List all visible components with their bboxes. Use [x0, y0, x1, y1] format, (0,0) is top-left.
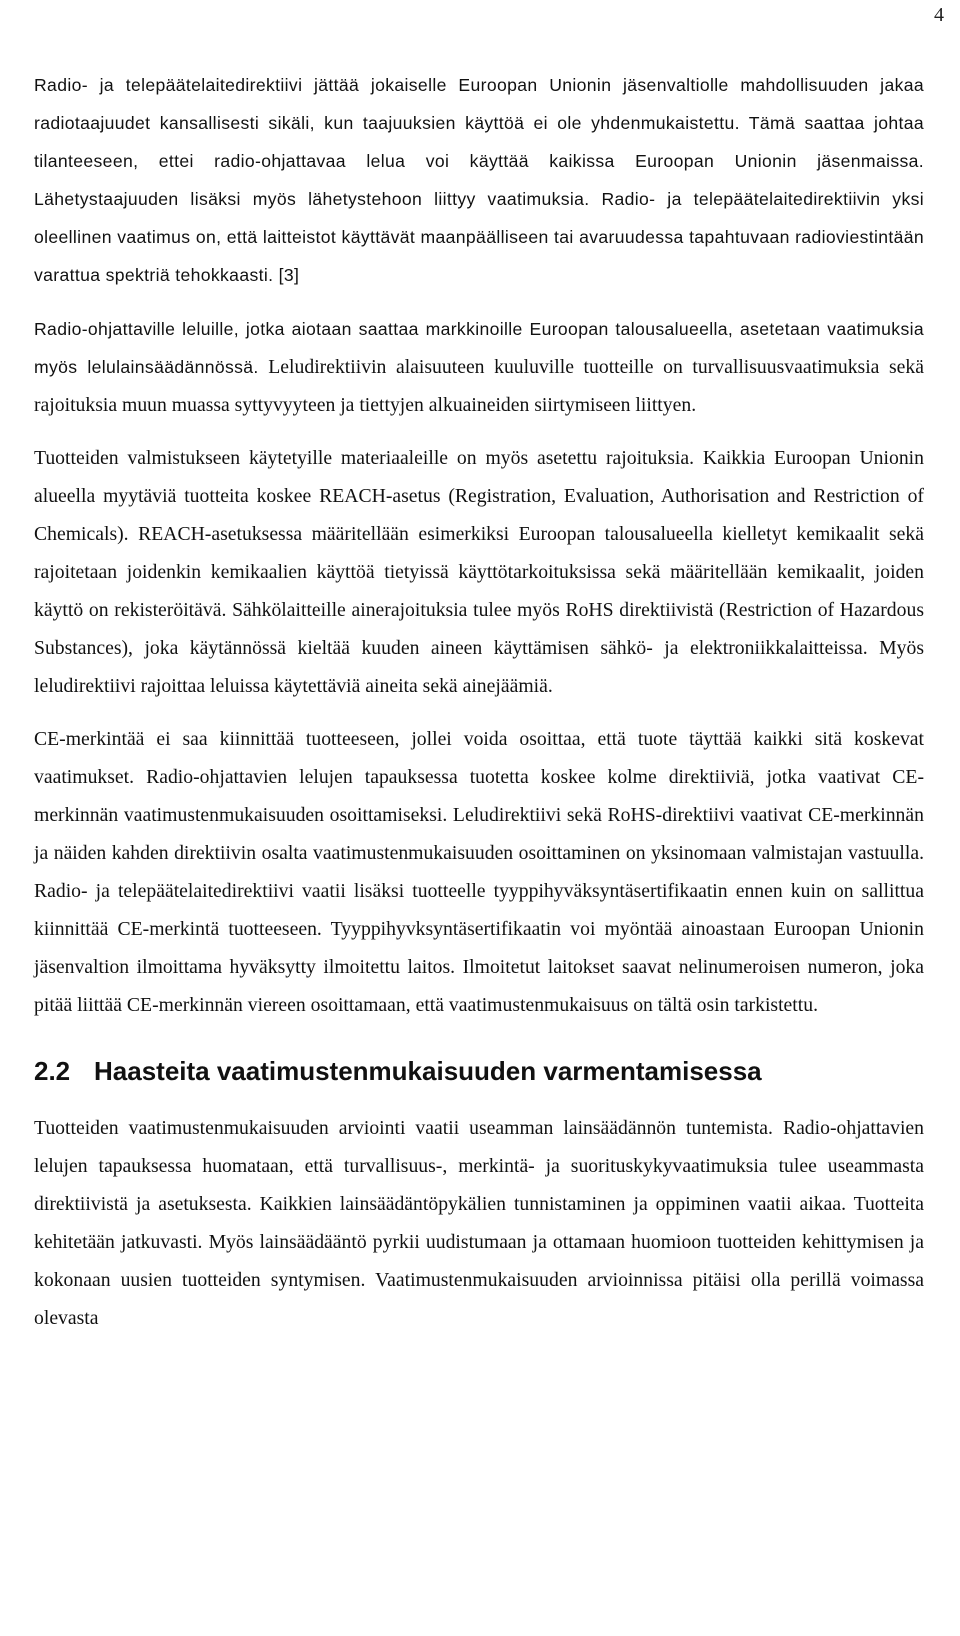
paragraph-material-restrictions: Tuotteiden valmistukseen käytetyille materiaaleille on myös asetettu rajoituksia. Kaikkia Euroopan Unionin alueella myytäviä tuotteita koskee REACH-asetus (Registration, Evaluation, Authorisation and Restriction of Chemicals). REACH-asetuksessa määritellään esimerkiksi Euroopan talousalueella kielletyt kemikaalit sekä rajoitetaan joidenkin kemikaalien käyttöä tietyissä käyttötarkoituksissa sekä määritellään kemikaalit, joiden käyttö on rekisteröitävä. Sähkölaitteille ainerajoituksia tulee myös RoHS direktiivistä (Restriction of Hazardous Substances), joka käytännössä kieltää kuuden aineen käyttämisen sähkö- ja elektroniikkalaitteissa. Myös leludirektiivi rajoittaa leluissa käytettäviä aineita sekä ainejäämiä. — [34, 447, 924, 697]
paragraph-toy-legislation — [34, 310, 924, 424]
section-title: Haasteita vaatimustenmukaisuuden varmentamisessa — [94, 1056, 762, 1086]
document-body — [34, 66, 924, 1337]
paragraph-ce-marking: CE-merkintää ei saa kiinnittää tuotteeseen, jollei voida osoittaa, että tuote täyttää kaikki sitä koskevat vaatimukset. Radio-ohjattavien lelujen tapauksessa tuotetta koskee kolme direktiiviä, jotka vaativat CE-merkinnän vaatimustenmukaisuuden osoittamiseksi. Leludirektiivi sekä RoHS-direktiivi vaativat CE-merkinnän ja näiden kahden direktiivin osalta vaatimustenmukaisuuden osoittaminen on yksinomaan valmistajan vastuulla. Radio- ja telepäätelaitedirektiivi vaatii lisäksi tuotteelle tyyppihyväksyntäsertifikaatin ennen kuin on sallittua kiinnittää CE-merkintä tuotteeseen. Tyyppihyvksyntäsertifikaatin voi myöntää ainoastaan Euroopan Unionin jäsenvaltion ilmoittama hyväksytty ilmoitettu laitos. Ilmoitetut laitokset saavat nelinumeroisen numeron, joka pitää liittää CE-merkinnän viereen osoittamaan, että vaatimustenmukaisuus on tältä osin tarkistettu. — [34, 728, 924, 1016]
paragraph-conformity-challenges: Tuotteiden vaatimustenmukaisuuden arviointi vaatii useamman lainsäädännön tuntemista. Radio-ohjattavien lelujen tapauksessa huomataan, että turvallisuus-, merkintä- ja suorituskykyvaatimuksia tulee useammasta direktiivistä ja asetuksesta. Kaikkien lainsäädäntöpykälien tunnistaminen ja oppiminen vaatii aikaa. Tuotteita kehitetään jatkuvasti. Myös lainsäädääntö pyrkii uudistumaan ja ottamaan huomioon tuotteiden kehittymisen ja kokonaan uusien tuotteiden syntymisen. Vaatimustenmukaisuuden arvioinnissa pitäisi olla perillä voimassa olevasta — [34, 1117, 924, 1329]
section-number: 2.2 — [34, 1056, 71, 1086]
paragraph-toy-legislation-intro: Radio-ohjattaville leluille, jotka aiotaan saattaa markkinoille Euroopan talousalueella, asetetaan vaatimuksia myös lelulainsäädännössä. — [34, 319, 924, 377]
section-heading — [34, 1054, 924, 1088]
paragraph-toy-legislation-rest: Leludirektiivin alaisuuteen kuuluville tuotteille on turvallisuusvaatimuksia sekä rajoituksia muun muassa syttyvyyteen ja tiettyjen alkuaineiden siirtymiseen liittyen. — [34, 356, 924, 416]
page-number: 4 — [934, 4, 944, 26]
paragraph-radio-directive: Radio- ja telepäätelaitedirektiivi jättää jokaiselle Euroopan Unionin jäsenvaltiolle mahdollisuuden jakaa radiotaajuudet kansallisesti sikäli, kun taajuuksien käyttöä ei ole yhdenmukaistettu. Tämä saattaa johtaa tilanteeseen, ettei radio-ohjattavaa lelua voi käyttää kaikissa Euroopan Unionin jäsenmaissa. Lähetystaajuuden lisäksi myös lähetystehoon liittyy vaatimuksia. Radio- ja telepäätelaitedirektiivin yksi oleellinen vaatimus on, että laitteistot käyttävät maanpäälliseen tai avaruudessa tapahtuvaan radioviestintään varattua spektriä tehokkaasti. [3] — [34, 75, 924, 285]
